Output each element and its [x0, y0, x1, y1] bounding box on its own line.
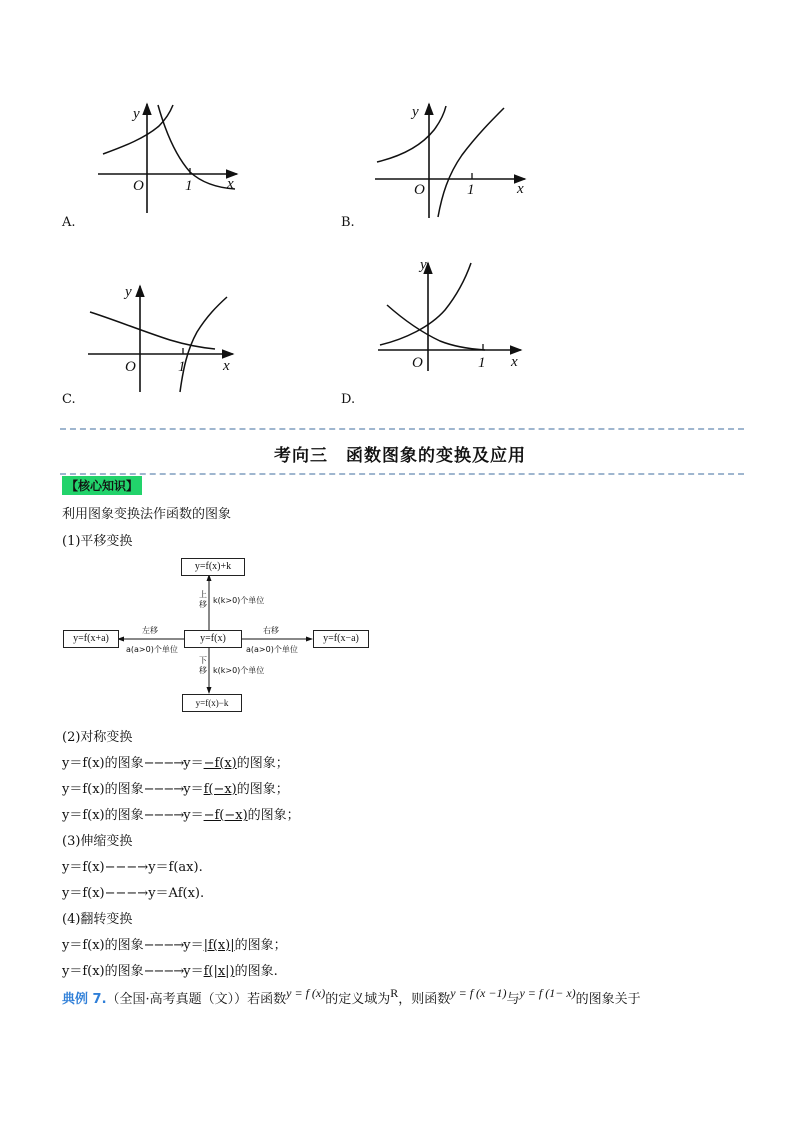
symmetry-row-1: y＝f(x)的图象−−−→y＝−f(x)的图象；: [62, 756, 289, 771]
origin-label: O: [125, 359, 136, 375]
translation-diagram: [60, 555, 370, 720]
tick-label: 1: [478, 355, 486, 371]
origin-label: O: [133, 178, 144, 194]
box-right: y=f(x−a): [313, 630, 369, 648]
left-label: 左移: [142, 626, 158, 635]
option-b-graph: [372, 100, 532, 220]
box-bottom: y=f(x)−k: [182, 694, 242, 712]
divider-top: [60, 428, 744, 430]
y-label: y: [412, 104, 419, 120]
option-a-label[interactable]: A.: [62, 215, 76, 230]
example-7: 典例 7.（全国·高考真题（文））若函数y = f (x)的定义域为R，则函数y = f (x −1)与y = f (1− x)的图象关于: [62, 986, 641, 1007]
curve-decreasing: [158, 105, 235, 189]
x-label: x: [511, 354, 518, 370]
box-left: y=f(x+a): [63, 630, 119, 648]
left-condition: a(a>0)个单位: [126, 645, 178, 654]
core-knowledge-badge: 【核心知识】: [62, 476, 142, 495]
option-b-label[interactable]: B.: [341, 215, 355, 230]
stretch-row-1: y＝f(x)−−−→y＝f(ax).: [62, 860, 203, 875]
curve-decreasing: [90, 312, 215, 349]
option-d-graph: [375, 255, 525, 375]
option-c-graph: [85, 280, 240, 395]
curve-decreasing: [387, 305, 485, 350]
origin-label: O: [412, 355, 423, 371]
up-label: 上移: [199, 590, 207, 609]
y-label: y: [133, 106, 140, 122]
tick-label: 1: [467, 182, 475, 198]
flip-row-1: y＝f(x)的图象−−−→y＝|f(x)|的图象；: [62, 938, 287, 953]
down-label: 下移: [199, 656, 207, 675]
x-label: x: [517, 181, 524, 197]
curve-log: [438, 108, 504, 217]
box-top: y=f(x)+k: [181, 558, 245, 576]
y-label: y: [420, 257, 427, 273]
x-label: x: [227, 176, 234, 192]
flip-heading: (4)翻转变换: [62, 912, 133, 927]
right-condition: a(a>0)个单位: [246, 645, 298, 654]
origin-label: O: [414, 182, 425, 198]
symmetry-row-2: y＝f(x)的图象−−−→y＝f(−x)的图象；: [62, 782, 289, 797]
flip-row-2: y＝f(x)的图象−−−→y＝f(|x|)的图象.: [62, 964, 278, 979]
right-label: 右移: [263, 626, 279, 635]
tick-label: 1: [185, 178, 193, 194]
x-label: x: [223, 358, 230, 374]
down-condition: k(k>0)个单位: [213, 666, 265, 675]
box-center: y=f(x): [184, 630, 242, 648]
divider-bottom: [60, 473, 744, 475]
option-a-graph: [95, 100, 245, 215]
option-d-label[interactable]: D.: [341, 392, 356, 407]
stretch-heading: (3)伸缩变换: [62, 834, 133, 849]
up-condition: k(k>0)个单位: [213, 596, 265, 605]
symmetry-row-3: y＝f(x)的图象−−−→y＝−f(−x)的图象；: [62, 808, 300, 823]
section-title: 考向三 函数图象的变换及应用: [274, 446, 526, 466]
intro-text: 利用图象变换法作函数的图象: [62, 507, 232, 522]
stretch-row-2: y＝f(x)−−−→y＝Af(x).: [62, 886, 205, 901]
translation-heading: (1)平移变换: [62, 534, 133, 549]
example-tag: 典例 7.: [62, 992, 107, 1007]
tick-label: 1: [178, 359, 186, 375]
symmetry-heading: (2)对称变换: [62, 730, 133, 745]
y-label: y: [125, 284, 132, 300]
option-c-label[interactable]: C.: [62, 392, 76, 407]
